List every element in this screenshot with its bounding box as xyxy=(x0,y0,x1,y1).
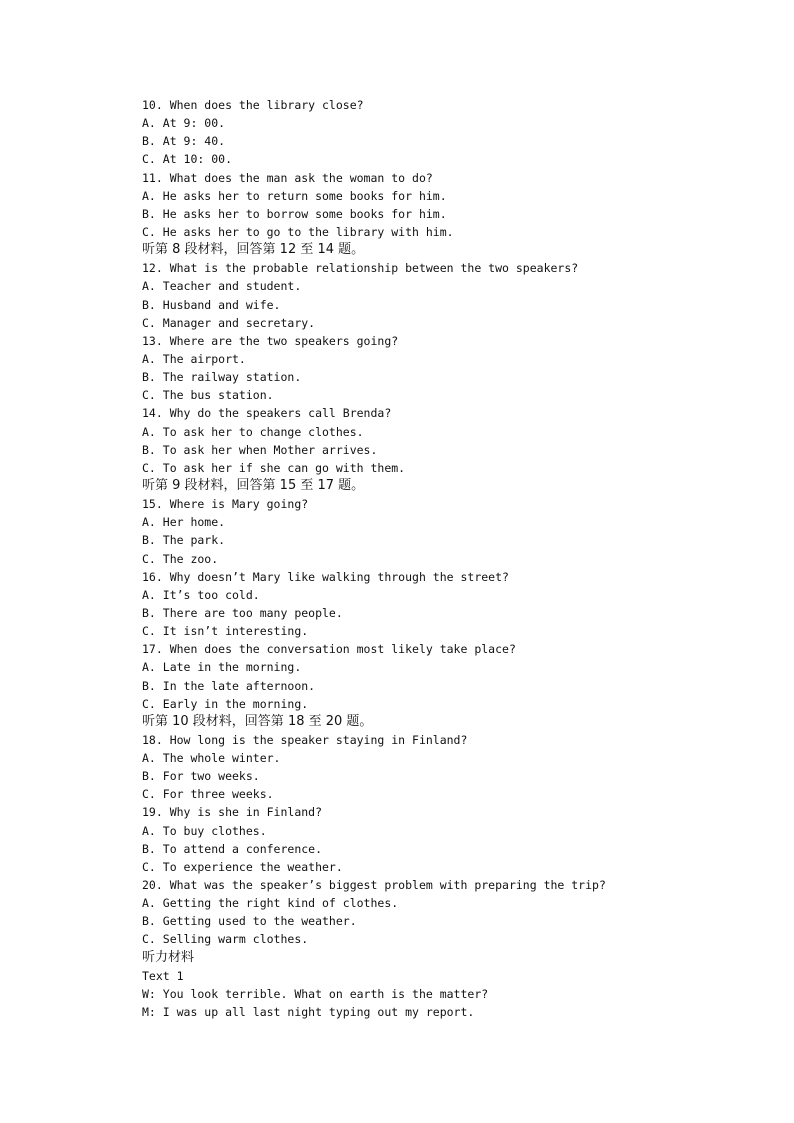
answer-option: A. At 9: 00. xyxy=(142,116,226,131)
answer-option: A. Her home. xyxy=(142,515,226,530)
question-text: 18. How long is the speaker staying in Finland? xyxy=(142,732,468,747)
answer-option: C. It isn’t interesting. xyxy=(142,624,309,639)
answer-option: B. At 9: 40. xyxy=(142,134,226,149)
question-text: 14. Why do the speakers call Brenda? xyxy=(142,406,392,421)
section-heading: 听第 8 段材料，回答第 12 至 14 题。 xyxy=(142,242,365,258)
question-text: 10. When does the library close? xyxy=(142,98,364,112)
answer-option: C. The zoo. xyxy=(142,551,219,566)
answer-option: B. Husband and wife. xyxy=(142,297,281,312)
answer-option: B. The railway station. xyxy=(142,370,302,385)
answer-option: B. There are too many people. xyxy=(142,605,343,620)
answer-option: C. The bus station. xyxy=(142,388,274,403)
question-text: 19. Why is she in Finland? xyxy=(142,805,323,820)
answer-option: A. To ask her to change clothes. xyxy=(142,424,364,439)
answer-option: B. He asks her to borrow some books for him. xyxy=(142,206,447,221)
answer-option: C. Manager and secretary. xyxy=(142,315,316,330)
question-text: 15. Where is Mary going? xyxy=(142,497,309,512)
section-heading: 听第 10 段材料，回答第 18 至 20 题。 xyxy=(142,713,373,729)
answer-option: C. To experience the weather. xyxy=(142,859,343,874)
answer-option: B. Getting used to the weather. xyxy=(142,914,357,929)
answer-option: A. To buy clothes. xyxy=(142,823,267,838)
answer-option: A. The airport. xyxy=(142,351,246,366)
question-text: 20. What was the speaker’s biggest problem with preparing the trip? xyxy=(142,878,606,893)
answer-option: C. For three weeks. xyxy=(142,787,274,802)
answer-option: C. He asks her to go to the library with him. xyxy=(142,224,454,239)
answer-option: A. The whole winter. xyxy=(142,751,281,766)
answer-option: B. The park. xyxy=(142,533,226,548)
answer-option: C. To ask her if she can go with them. xyxy=(142,460,406,475)
question-text: 17. When does the conversation most likely take place? xyxy=(142,642,516,657)
answer-option: B. For two weeks. xyxy=(142,769,260,784)
question-text: 11. What does the man ask the woman to do? xyxy=(142,170,433,185)
answer-option: B. To attend a conference. xyxy=(142,841,323,856)
answer-option: A. Getting the right kind of clothes. xyxy=(142,896,399,911)
question-text: 16. Why doesn’t Mary like walking through the street? xyxy=(142,569,509,584)
answer-option: C. Selling warm clothes. xyxy=(142,932,309,947)
answer-option: A. Late in the morning. xyxy=(142,660,302,675)
section-heading: 听第 9 段材料，回答第 15 至 17 题。 xyxy=(142,477,365,493)
section-heading: 听力材料 xyxy=(142,949,195,965)
answer-option: A. He asks her to return some books for him. xyxy=(142,188,447,203)
answer-option: B. In the late afternoon. xyxy=(142,678,316,693)
answer-option: C. At 10: 00. xyxy=(142,152,233,167)
document-page xyxy=(142,96,762,1021)
transcript-line: M: I was up all last night typing out my report. xyxy=(142,1005,475,1020)
answer-option: A. It’s too cold. xyxy=(142,587,260,602)
transcript-line: W: You look terrible. What on earth is the matter? xyxy=(142,986,489,1001)
answer-option: A. Teacher and student. xyxy=(142,279,302,294)
answer-option: B. To ask her when Mother arrives. xyxy=(142,442,378,457)
transcript-line: Text 1 xyxy=(142,968,184,983)
question-text: 13. Where are the two speakers going? xyxy=(142,333,399,348)
question-text: 12. What is the probable relationship between the two speakers? xyxy=(142,261,579,276)
answer-option: C. Early in the morning. xyxy=(142,696,309,711)
